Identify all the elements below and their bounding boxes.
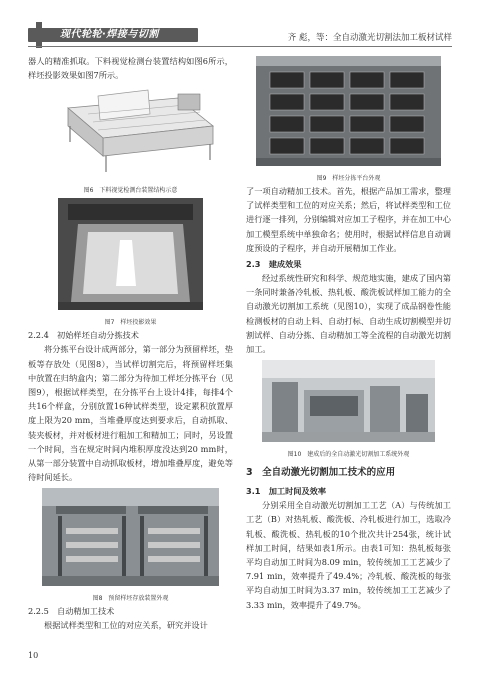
figure-8-image — [28, 488, 233, 586]
section-3-title: 3 全自动激光切割加工技术的应用 — [246, 467, 396, 479]
journal-logo-text: 现代轮轮·焊接与切割 — [60, 29, 159, 40]
figure-7-caption: 图7 样坯投影效果 — [104, 319, 157, 327]
figure-6-caption: 图6 下料视觉检测台装置结构示意 — [83, 187, 178, 195]
figure-7-image — [28, 198, 233, 310]
figure-9-image — [246, 56, 451, 166]
figure-6-image — [28, 86, 233, 178]
figure-7 — [28, 198, 233, 326]
right-column — [246, 54, 451, 612]
page-number: 10 — [28, 651, 39, 660]
section-2-2-5-text: 根据试样类型和工位的对应关系，研究并设计 — [44, 620, 208, 631]
figure-9-caption: 图9 样坯分拣平台外观 — [316, 175, 381, 182]
figure-9 — [246, 56, 451, 182]
running-head: 齐 彪，等：全自动激光切割法加工板材试样 — [287, 33, 452, 43]
figure-10-image — [246, 360, 451, 442]
page-header — [0, 0, 480, 56]
section-2-2-4-title: 2.2.4 初始样坯自动分拣技术 — [28, 330, 139, 341]
section-2-3-text: 经过系统性研究和科学、规范地实施，建成了国内第一条同时兼备冷轧板、热轧板、酸洗板试样加工能力的全自动激光切割加工系统（见图10），实现了成品钢卷性能检测板材的自动上料、自动打标、自动生成切割模型并切割试样、自动分拣、自动精加工等全流程的自动激光切割加工。 — [246, 273, 451, 355]
section-2-2-4-text: 将分拣平台设计成两部分，第一部分为预留样坯，垫板等存放处（见图8），当试样切割完后，将预留样坯集中放置在归纳盒内；第二部分为待加工样坯分拣平台（见图9），根据试样类型，在分拣平台上设计4排，每排4个共16个样盒，分别放置16种试样类型，设定累积放置厚度上限为20 mm，当堆叠厚度达到要求后，自动抓取、装夹板材，并对板材进行粗加工和精加工；同时，另设置一个时间，当在规定时间内堆积厚度没达到20 mm时，从第一部分装置中自动抓取板材，增加堆叠厚度，避免等待时间延长。 — [28, 344, 233, 483]
left-column — [28, 54, 233, 633]
figure-8 — [28, 488, 233, 602]
figure-6 — [28, 86, 233, 194]
figure-8-caption: 图8 预留样坯存放装置外观 — [92, 595, 169, 603]
figure-10-caption: 图10 建成后的全自动激光切割加工系统外观 — [287, 451, 410, 459]
section-2-2-5-continued: 了一项自动精加工技术。首先，根据产品加工需求，整理了试样类型和工位的对应关系；然后，将试样类型和工位进行逐一排列，分别编辑对应加工子程序，并在加工中心加工模型系统中单独命名；使用时，根据试样信息自动调度预设的子程序，并自动开展精加工作业。 — [246, 186, 451, 253]
section-3-1-text: 分别采用全自动激光切割加工工艺（A）与传统加工工艺（B）对热轧板、酸洗板、冷轧板进行加工，选取冷轧板、酸洗板、热轧板的10个批次共计254张，统计试样加工时间，结果如表1所示。由表1可知：热轧板每张平均自动加工时间为8.09 min，较传统加工工艺减少了7.91 min，效率提升了49.4%；冷轧板、酸洗板的每张平均自动加工时间为3.37 min，较传统加工工艺减少了3.33 min，效率提升了49.7%。 — [246, 500, 451, 610]
section-2-2-5-title: 2.2.5 自动精加工技术 — [28, 606, 115, 617]
section-3-1-title: 3.1 加工时间及效率 — [246, 486, 327, 497]
intro-paragraph: 器人的精准抓取。下料视觉检测台装置结构如图6所示，样坯投影效果如图7所示。 — [28, 56, 233, 81]
section-2-3-title: 2.3 建成效果 — [246, 259, 302, 270]
figure-10 — [246, 360, 451, 458]
header-rule — [28, 46, 452, 47]
